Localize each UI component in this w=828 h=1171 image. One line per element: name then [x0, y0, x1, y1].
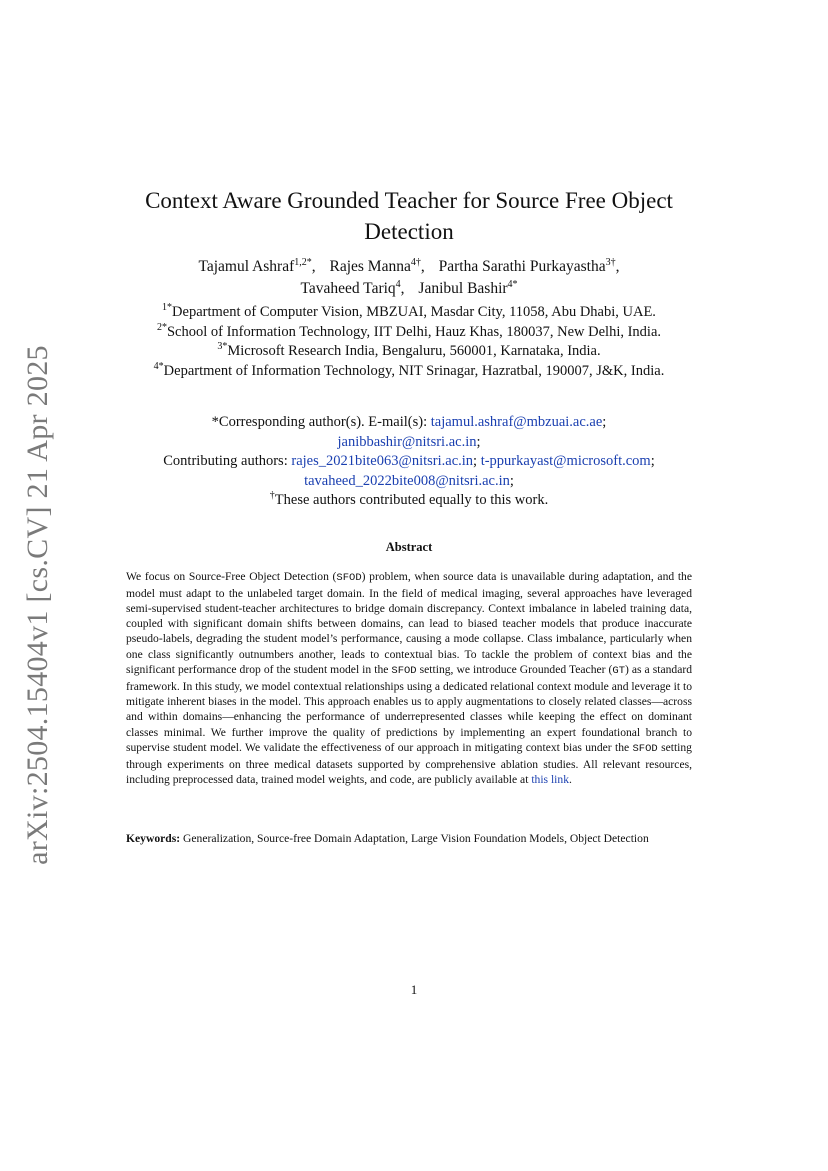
author-list: Tajamul Ashraf$^{1,2*}$, Rajes Manna$^{4\dagger}$, Partha Sarathi Purkayastha$^{3\dagger}$, Tavaheed Tariq$^4$, Janibul Bashir$^{4*}$: [198, 256, 620, 297]
author-name: Rajes Manna: [329, 258, 411, 275]
contributing-label: Contributing authors:: [163, 453, 288, 469]
author-mark: 1,2*: [294, 256, 312, 268]
acronym-sfod: SFOD: [391, 664, 417, 677]
abstract-text: .: [569, 773, 572, 787]
abstract-text: ) as a standard framework. In this study, we model contextual relationships using a dedicated relational context module and leverage it to mitigate inherent biases in the model. This approach enables us to apply augmentations to closely related classes—across and within domains—enhancing the performance of underrepresented classes while keeping the effect on dominant classes minimal. We further improve the quality of predictions by implementing an expert foundational branch to supervise student model. We validate the effectiveness of our approach in mitigating context bias under the: [126, 662, 692, 754]
keywords: [126, 832, 692, 846]
affiliation: [95, 323, 723, 343]
email-link[interactable]: t-ppurkayast@microsoft.com: [480, 453, 651, 469]
abstract-body: [126, 569, 692, 788]
author-mark: 4†: [410, 256, 421, 268]
affiliation: [95, 362, 723, 382]
abstract-heading: Abstract: [385, 540, 433, 554]
abstract-text: setting through experiments on three medical datasets supported by comprehensive ablation studies. All relevant resources, including preprocessed data, trained model weights, and code, are publicly available at: [126, 740, 692, 787]
abstract-text: We focus on Source-Free Object Detection (: [126, 569, 337, 583]
affiliation-text: Department of Information Technology, NIT Srinagar, Hazratbal, 190007, J&K, India.: [163, 362, 665, 379]
author-name: Partha Sarathi Purkayastha: [438, 258, 606, 275]
keywords-text: Generalization, Source-free Domain Adaptation, Large Vision Foundation Models, Object Detection: [183, 832, 649, 845]
keywords-label: Keywords:: [126, 832, 181, 845]
affiliation-mark: 2*: [156, 321, 167, 333]
affiliation-mark: 1*: [162, 302, 173, 314]
author-name: Tavaheed Tariq: [300, 280, 396, 297]
email-link[interactable]: tavaheed_2022bite008@nitsri.ac.in: [304, 472, 510, 489]
affiliation-mark: 4*: [153, 360, 164, 372]
affiliation-list: [95, 303, 723, 381]
abstract-text: setting, we introduce Grounded Teacher (: [416, 662, 613, 676]
acronym-sfod: SFOD: [632, 742, 658, 755]
affiliation-text: Department of Computer Vision, MBZUAI, Masdar City, 11058, Abu Dhabi, UAE.: [172, 304, 656, 320]
acronym-sfod: SFOD: [336, 571, 362, 584]
equal-contribution-mark: †: [269, 490, 275, 502]
affiliation-text: School of Information Technology, IIT Delhi, Hauz Khas, 180037, New Delhi, India.: [166, 323, 662, 340]
affiliation-mark: 3*: [217, 341, 228, 353]
author-mark: 4*: [507, 278, 518, 290]
paper-title: Context Aware Grounded Teacher for Source Free Object Detection: [145, 188, 673, 245]
affiliation-text: Microsoft Research India, Bengaluru, 560001, Karnataka, India.: [227, 343, 601, 359]
affiliation: [95, 303, 723, 323]
email-link[interactable]: janibbashir@nitsri.ac.in: [337, 433, 477, 450]
affiliation: [95, 342, 723, 362]
author-name: Tajamul Ashraf: [198, 258, 295, 275]
resources-link[interactable]: this link: [531, 773, 569, 787]
author-mark: 3†: [605, 256, 616, 268]
equal-contribution-note: These authors contributed equally to this work.: [274, 492, 549, 508]
author-name: Janibul Bashir: [418, 280, 508, 297]
abstract-text: ) problem, when source data is unavailable during adaptation, and the model must adapt to the unlabeled target domain. In the field of medical imaging, several approaches have leveraged semi-supervised student-teacher architectures to bridge domain discrepancy. Context imbalance in labeled training data, coupled with significant domain shifts between domains, can lead to biased teacher models that produce inaccurate pseudo-labels, degrading the student model’s performance, causing a mode collapse. Class imbalance, particularly when one class significantly outnumbers another, leads to contextual bias. To tackle the problem of context bias and the significant performance drop of the student model in the: [126, 569, 693, 676]
arxiv-identifier: arXiv:2504.15404v1 [cs.CV] 21 Apr 2025: [21, 345, 54, 865]
page-number: 1: [410, 982, 418, 997]
contact-block: *Corresponding author(s). E-mail(s): tajamul.ashraf@mbzuai.ac.ae; janibbashir@nitsri.ac.in; Contributing authors: rajes_2021bite063@nitsri.ac.in; t-ppurkayast@microsoft.com; tavaheed_2022bite008@nitsri.ac.in; †These authors contributed equally to this work.: [163, 414, 655, 508]
author-mark: 4: [395, 278, 401, 290]
email-link[interactable]: tajamul.ashraf@mbzuai.ac.ae: [430, 414, 603, 430]
email-link[interactable]: rajes_2021bite063@nitsri.ac.in: [291, 453, 474, 469]
acronym-gt: GT: [612, 664, 625, 677]
corresponding-label: *Corresponding author(s). E-mail(s):: [211, 414, 428, 430]
